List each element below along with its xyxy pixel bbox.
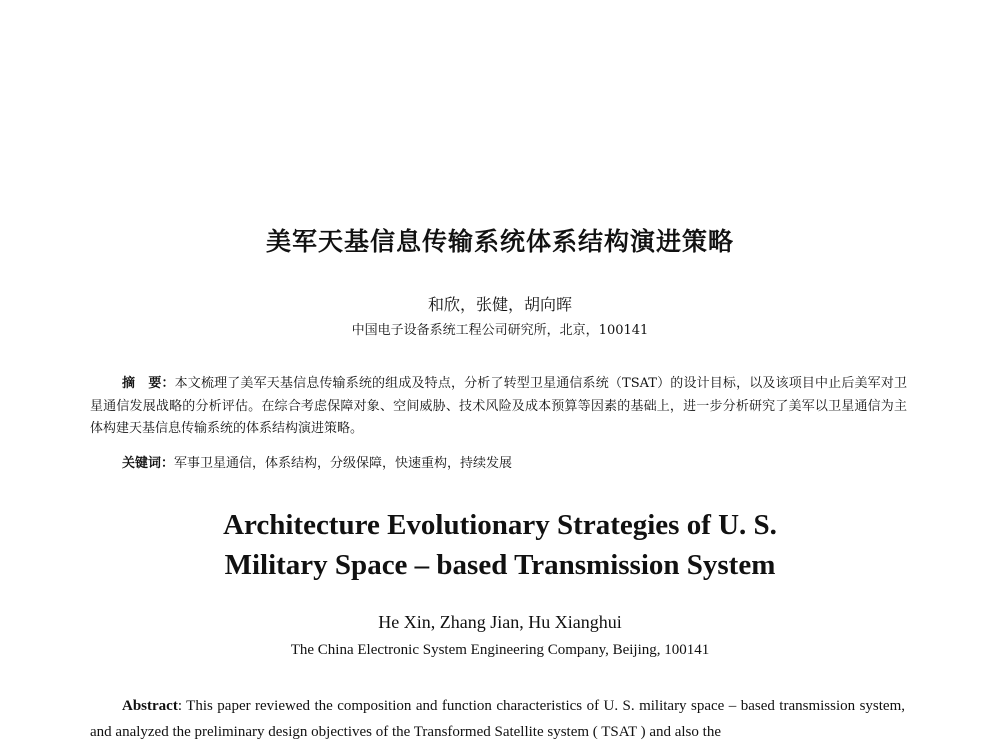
english-abstract-separator: : [177, 698, 187, 714]
chinese-abstract-text: 本文梳理了美军天基信息传输系统的组成及特点，分析了转型卫星通信系统（TSAT）的设计目标，以及该项目中止后美军对卫星通信发展战略的分析评估。在综合考虑保障对象、空间威胁、技术风险及成本预算等因素的基础上，进一步分析研究了美军以卫星通信为主体构建天基信息传输系统的体系结构演进策略。 [90, 376, 907, 436]
english-authors: He Xin, Zhang Jian, Hu Xianghui [378, 612, 622, 632]
english-title-line-2: Military Space – based Transmission System [224, 549, 776, 581]
english-abstract-label: Abstract [122, 698, 178, 714]
chinese-keywords-text: 军事卫星通信，体系结构，分级保障，快速重构，持续发展 [174, 456, 513, 471]
chinese-abstract-label: 摘 要： [122, 376, 175, 391]
english-abstract-text: This paper reviewed the composition and function characteristics of U. S. military space – based transmission system, and analyzed the preliminary design objectives of the Transformed Satellite system ( TSAT ) and also the [90, 698, 905, 740]
english-abstract [90, 693, 905, 745]
english-affiliation: The China Electronic System Engineering Company, Beijing, 100141 [290, 642, 710, 658]
chinese-keywords-label: 关键词： [122, 456, 175, 471]
chinese-abstract [90, 373, 907, 441]
chinese-affiliation: 中国电子设备系统工程公司研究所，北京，100141 [351, 323, 649, 338]
chinese-title: 美军天基信息传输系统体系结构演进策略 [265, 227, 734, 256]
chinese-authors: 和欣，张健，胡向晖 [427, 295, 572, 314]
chinese-keywords [122, 452, 512, 471]
english-title-line-1: Architecture Evolutionary Strategies of U. S. [223, 509, 777, 541]
english-title [0, 505, 1000, 585]
